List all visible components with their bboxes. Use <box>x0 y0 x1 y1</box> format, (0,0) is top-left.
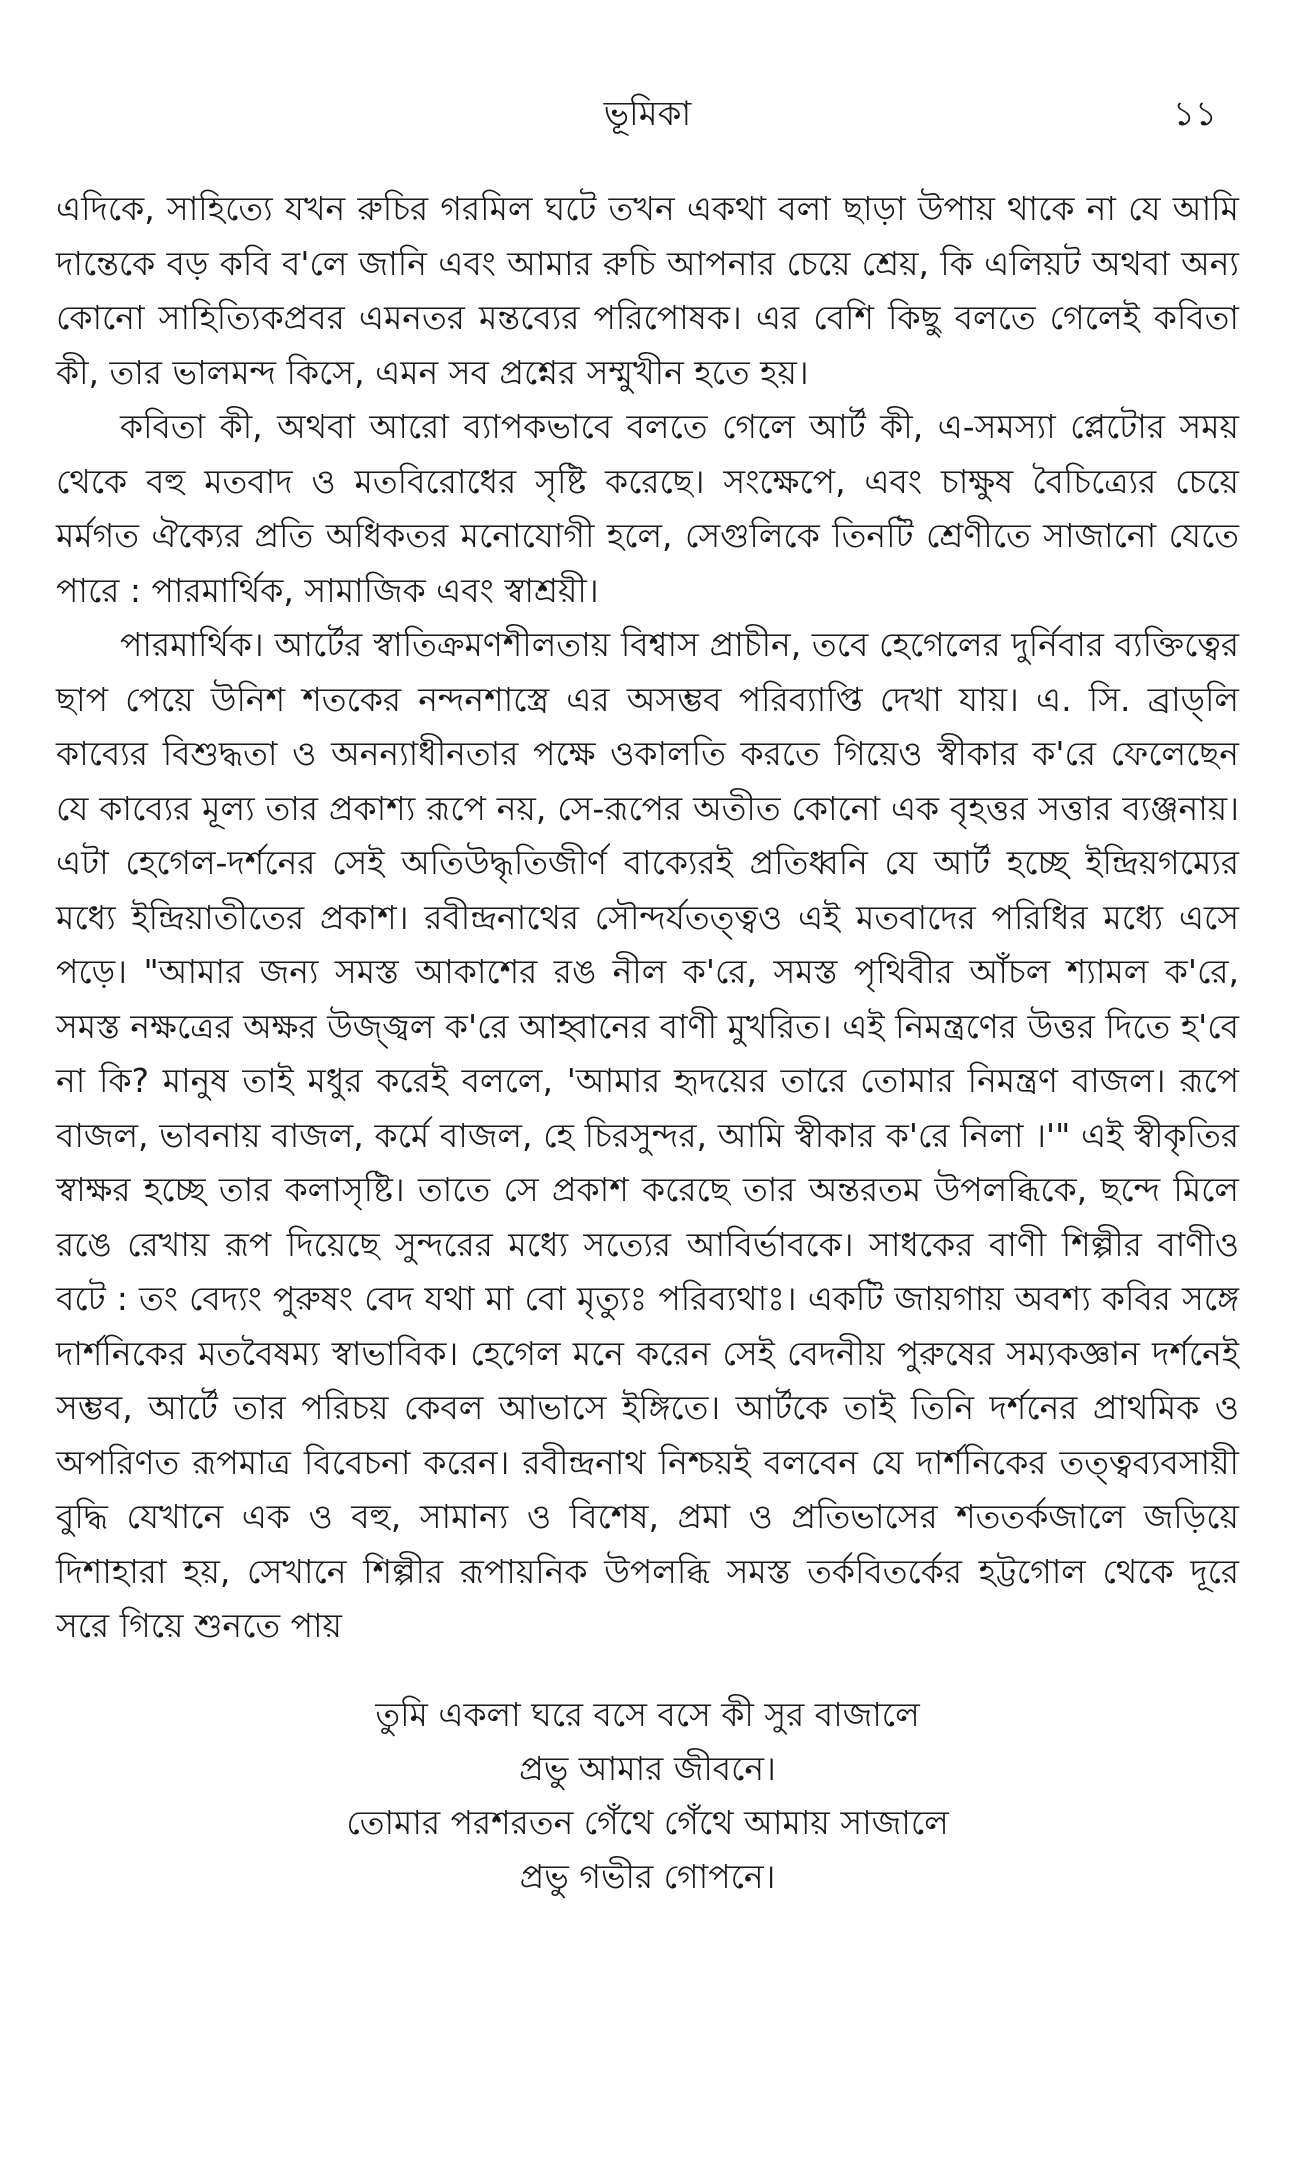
verse-quote <box>56 1688 1239 1904</box>
paragraph-3: পারমার্থিক। আর্টের স্বাতিক্রমণশীলতায় বিশ্বাস প্রাচীন, তবে হেগেলের দুর্নিবার ব্যক্তিত্বের ছাপ পেয়ে উনিশ শতকের নন্দনশাস্ত্রে এর অসম্ভব পরিব্যাপ্তি দেখা যায়। এ. সি. ব্রাড্‌লি কাব্যের বিশুদ্ধতা ও অনন্যাধীনতার পক্ষে ওকালতি করতে গিয়েও স্বীকার ক'রে ফেলেছেন যে কাব্যের মূল্য তার প্রকাশ্য রূপে নয়, সে-রূপের অতীত কোনো এক বৃহত্তর সত্তার ব্যঞ্জনায়। এটা হেগেল-দর্শনের সেই অতিউদ্ধৃতিজীর্ণ বাক্যেরই প্রতিধ্বনি যে আর্ট হচ্ছে ইন্দ্রিয়গম্যের মধ্যে ইন্দ্রিয়াতীতের প্রকাশ। রবীন্দ্রনাথের সৌন্দর্যতত্ত্বও এই মতবাদের পরিধির মধ্যে এসে পড়ে। "আমার জন্য সমস্ত আকাশের রঙ নীল ক'রে, সমস্ত পৃথিবীর আঁচল শ্যামল ক'রে, সমস্ত নক্ষত্রের অক্ষর উজ্জ্বল ক'রে আহ্বানের বাণী মুখরিত। এই নিমন্ত্রণের উত্তর দিতে হ'বে না কি? মানুষ তাই মধুর করেই বললে, 'আমার হৃদয়ের তারে তোমার নিমন্ত্রণ বাজল। রূপে বাজল, ভাবনায় বাজল, কর্মে বাজল, হে চিরসুন্দর, আমি স্বীকার ক'রে নিলা ।'" এই স্বীকৃতির স্বাক্ষর হচ্ছে তার কলাসৃষ্টি। তাতে সে প্রকাশ করেছে তার অন্তরতম উপলব্ধিকে, ছন্দে মিলে রঙে রেখায় রূপ দিয়েছে সুন্দরের মধ্যে সত্যের আবির্ভাবকে। সাধকের বাণী শিল্পীর বাণীও বটে : তং বেদ্যং পুরুষং বেদ যথা মা বো মৃত্যুঃ পরিব্যথাঃ। একটি জায়গায় অবশ্য কবির সঙ্গে দার্শনিকের মতবৈষম্য স্বাভাবিক। হেগেল মনে করেন সেই বেদনীয় পুরুষের সম্যকজ্ঞান দর্শনেই সম্ভব, আর্টে তার পরিচয় কেবল আভাসে ইঙ্গিতে। আর্টকে তাই তিনি দর্শনের প্রাথমিক ও অপরিণত রূপমাত্র বিবেচনা করেন। রবীন্দ্রনাথ নিশ্চয়ই বলবেন যে দার্শনিকের তত্ত্বব্যবসায়ী বুদ্ধি যেখানে এক ও বহু, সামান্য ও বিশেষ, প্রমা ও প্রতিভাসের শততর্কজালে জড়িয়ে দিশাহারা হয়, সেখানে শিল্পীর রূপায়নিক উপলব্ধি সমস্ত তর্কবিতর্কের হট্টগোল থেকে দূরে সরে গিয়ে শুনতে পায় <box>56 625 1239 1645</box>
verse-line-4: প্রভু গভীর গোপনে। <box>519 1856 776 1896</box>
body-text <box>56 182 1239 1654</box>
paragraph-2: কবিতা কী, অথবা আরো ব্যাপকভাবে বলতে গেলে আর্ট কী, এ-সমস্যা প্লেটোর সময় থেকে বহু মতবাদ ও মতবিরোধের সৃষ্টি করেছে। সংক্ষেপে, এবং চাক্ষুষ বৈচিত্র্যের চেয়ে মর্মগত ঐক্যের প্রতি অধিকতর মনোযোগী হলে, সেগুলিকে তিনটি শ্রেণীতে সাজানো যেতে পারে : পারমার্থিক, সামাজিক এবং স্বাশ্রয়ী। <box>56 407 1239 610</box>
page-number: ১১ <box>1172 94 1217 134</box>
paragraph-1: এদিকে, সাহিত্যে যখন রুচির গরমিল ঘটে তখন একথা বলা ছাড়া উপায় থাকে না যে আমি দান্তেকে বড় কবি ব'লে জানি এবং আমার রুচি আপনার চেয়ে শ্রেয়, কি এলিয়ট অথবা অন্য কোনো সাহিত্যিকপ্রবর এমনতর মন্তব্যের পরিপোষক। এর বেশি কিছু বলতে গেলেই কবিতা কী, তার ভালমন্দ কিসে, এমন সব প্রশ্নের সম্মুখীন হতে হয়। <box>56 189 1239 392</box>
running-head: ভূমিকা <box>603 94 692 134</box>
verse-line-3: তোমার পরশরতন গেঁথে গেঁথে আমায় সাজালে <box>346 1802 949 1842</box>
page-header <box>56 92 1239 164</box>
verse-line-1: তুমি একলা ঘরে বসে বসে কী সুর বাজালে <box>375 1694 920 1734</box>
verse-line-2: প্রভু আমার জীবনে। <box>519 1748 776 1788</box>
